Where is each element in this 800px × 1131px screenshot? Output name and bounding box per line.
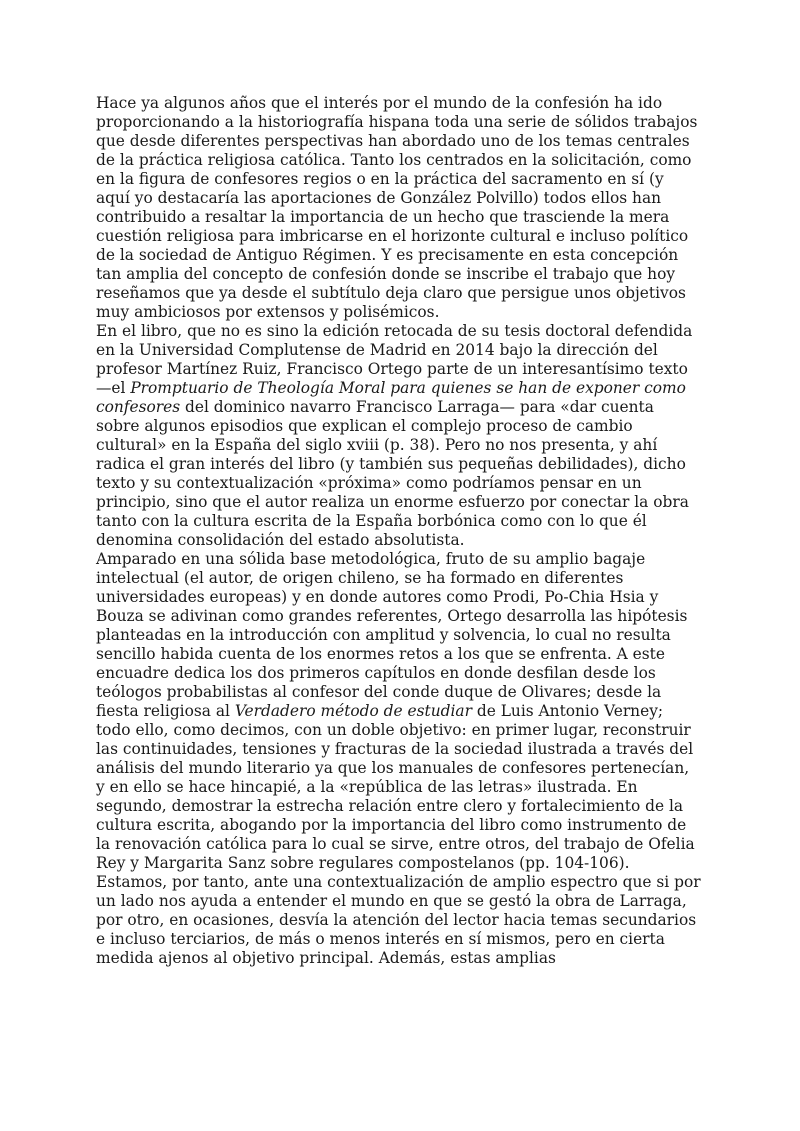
paragraph-2 [96,322,702,550]
paragraph-text: Estamos, por tanto, ante una contextualización de amplio espectro que si por un lado nos ayuda a entender el mundo en que se gestó la obra de Larraga, por otro, en ocasiones, desvía la atención del lector hacia temas secundarios e incluso terciarios, de más o menos interés en sí mismos, pero en cierta medida ajenos al objetivo principal. Además, estas amplias [96,873,701,967]
document-body [96,94,702,968]
paragraph-3 [96,550,702,873]
paragraph-text: En el libro, que no es sino la edición retocada de su tesis doctoral defendida en la Universidad Complutense de Madrid en 2014 bajo la dirección del profesor Martínez Ruiz, Francisco Ortego parte de un interesantísimo texto —el [96,322,693,397]
paragraph-4 [96,873,702,968]
book-title-italic: Promptuario de Theología Moral para quienes se han de exponer como confesores [96,379,686,416]
paragraph-text: de Luis Antonio Verney; todo ello, como decimos, con un doble objetivo: en primer lugar, reconstruir las continuidades, tensiones y fracturas de la sociedad ilustrada a través del análisis del mundo literario ya que los manuales de confesores pertenecían, y en ello se hace hincapié, a la «república de las letras» ilustrada. En segundo, demostrar la estrecha relación entre clero y fortalecimiento de la cultura escrita, abogando por la importancia del libro como instrumento de la renovación católica para lo cual se sirve, entre otros, del trabajo de Ofelia Rey y Margarita Sanz sobre regulares compostelanos (pp. 104-106). [96,702,695,872]
paragraph-text: Amparado en una sólida base metodológica, fruto de su amplio bagaje intelectual (el autor, de origen chileno, se ha formado en diferentes universidades europeas) y en donde autores como Prodi, Po-Chia Hsia y Bouza se adivinan como grandes referentes, Ortego desarrolla las hipótesis planteadas en la introducción con amplitud y solvencia, lo cual no resulta sencillo habida cuenta de los enormes retos a los que se enfrenta. A este encuadre dedica los dos primeros capítulos en donde desfilan desde los teólogos probabilistas al confesor del conde duque de Olivares; desde la fiesta religiosa al [96,550,688,720]
book-title-italic: Verdadero método de estudiar [234,702,472,720]
paragraph-1 [96,94,702,322]
paragraph-text: del dominico navarro Francisco Larraga— para «dar cuenta sobre algunos episodios que explican el complejo proceso de cambio cultural» en la España del siglo xviii (p. 38). Pero no nos presenta, y ahí radica el gran interés del libro (y también sus pequeñas debilidades), dicho texto y su contextualización «próxima» como podríamos pensar en un principio, sino que el autor realiza un enorme esfuerzo por conectar la obra tanto con la cultura escrita de la España borbónica como con lo que él denomina consolidación del estado absolutista. [96,398,689,549]
paragraph-text: Hace ya algunos años que el interés por el mundo de la confesión ha ido proporcionando a la historiografía hispana toda una serie de sólidos trabajos que desde diferentes perspectivas han abordado uno de los temas centrales de la práctica religiosa católica. Tanto los centrados en la solicitación, como en la figura de confesores regios o en la práctica del sacramento en sí (y aquí yo destacaría las aportaciones de González Polvillo) todos ellos han contribuido a resaltar la importancia de un hecho que trasciende la mera cuestión religiosa para imbricarse en el horizonte cultural e incluso político de la sociedad de Antiguo Régimen. Y es precisamente en esta concepción tan amplia del concepto de confesión donde se inscribe el trabajo que hoy reseñamos que ya desde el subtítulo deja claro que persigue unos objetivos muy ambiciosos por extensos y polisémicos. [96,94,698,321]
